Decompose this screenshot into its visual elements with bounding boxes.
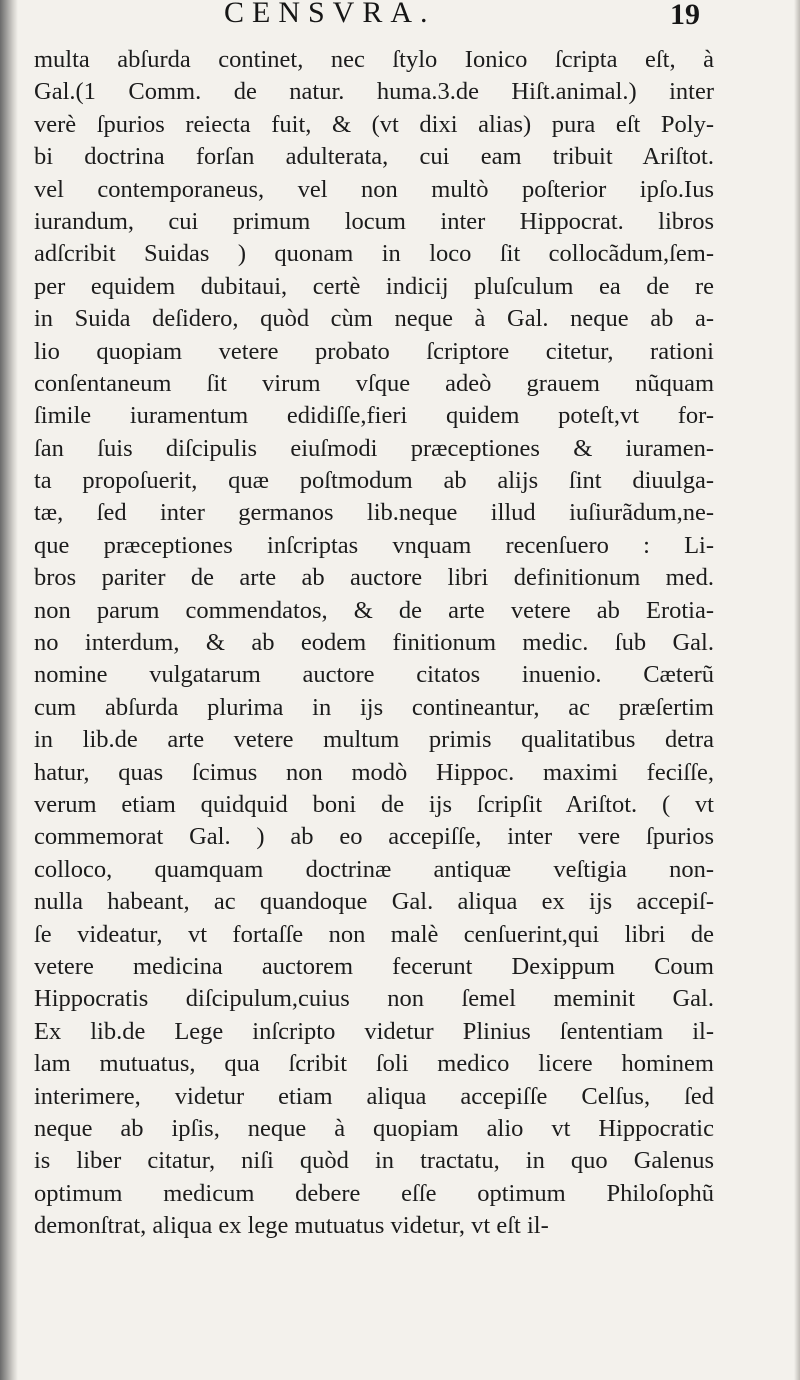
page-number: 19 [670, 0, 700, 31]
text-line: per equidem dubitaui, certè indicij pluſculum ea de re [34, 272, 714, 300]
text-line: cum abſurda plurima in ijs contineantur, ac præſertim [34, 693, 714, 721]
text-line: vetere medicina auctorem fecerunt Dexippum Coum [34, 952, 714, 980]
text-line: interimere, videtur etiam aliqua accepiſſe Celſus, ſed [34, 1082, 714, 1110]
gutter-shadow [0, 0, 18, 1380]
text-line: bros pariter de arte ab auctore libri definitionum med. [34, 564, 714, 592]
text-line: iurandum, cui primum locum inter Hippocrat. libros [34, 207, 714, 235]
body-text [34, 44, 714, 1242]
text-line: optimum medicum debere eſſe optimum Philoſophũ [34, 1179, 714, 1207]
text-line: no interdum, & ab eodem finitionum medic. ſub Gal. [34, 629, 714, 657]
text-line: non parum commendatos, & de arte vetere ab Erotia- [34, 596, 714, 624]
text-line: multa abſurda continet, nec ſtylo Ionico ſcripta eſt, à [34, 46, 714, 73]
running-head [0, 0, 800, 30]
text-line: vel contemporaneus, vel non multò poſterior ipſo.Ius [34, 175, 714, 203]
text-line: ta propoſuerit, quæ poſtmodum ab alijs ſint diuulga- [34, 467, 714, 495]
text-line: ſimile iuramentum edidiſſe,fieri quidem poteſt,vt for- [34, 402, 714, 430]
text-line: colloco, quamquam doctrinæ antiquæ veſtigia non- [34, 855, 714, 883]
text-line: nomine vulgatarum auctore citatos inuenio. Cæterũ [34, 661, 714, 689]
text-line: in Suida deſidero, quòd cùm neque à Gal. neque ab a- [34, 305, 714, 333]
text-line: hatur, quas ſcimus non modò Hippoc. maximi feciſſe, [34, 758, 714, 786]
text-line: Gal.(1 Comm. de natur. huma.3.de Hiſt.animal.) inter [34, 78, 714, 106]
text-line: ſe videatur, vt fortaſſe non malè cenſuerint,qui libri de [34, 920, 714, 948]
text-line: verè ſpurios reiecta fuit, & (vt dixi alias) pura eſt Poly- [34, 110, 714, 138]
text-line: lam mutuatus, qua ſcribit ſoli medico licere hominem [34, 1050, 714, 1078]
text-line: lio quopiam vetere probato ſcriptore citetur, rationi [34, 337, 714, 365]
text-line: bi doctrina forſan adulterata, cui eam tribuit Ariſtot. [34, 143, 714, 171]
text-line: in lib.de arte vetere multum primis qualitatibus detra [34, 726, 714, 754]
text-line: que præceptiones inſcriptas vnquam recenſuero : Li- [34, 531, 714, 559]
text-line: conſentaneum ſit virum vſque adeò grauem nũquam [34, 369, 714, 397]
text-line: is liber citatur, niſi quòd in tractatu, in quo Galenus [34, 1147, 714, 1175]
text-line: commemorat Gal. ) ab eo accepiſſe, inter vere ſpurios [34, 823, 714, 851]
text-line: Hippocratis diſcipulum,cuius non ſemel meminit Gal. [34, 985, 714, 1013]
text-line: ſan ſuis diſcipulis eiuſmodi præceptiones & iuramen- [34, 434, 714, 462]
text-line: neque ab ipſis, neque à quopiam alio vt Hippocratic [34, 1114, 714, 1142]
text-line: adſcribit Suidas ) quonam in loco ſit collocãdum,ſem- [34, 240, 714, 268]
text-line: demonſtrat, aliqua ex lege mutuatus videtur, vt eſt il- [34, 1212, 549, 1240]
text-line: Ex lib.de Lege inſcripto videtur Plinius ſententiam il- [34, 1017, 714, 1045]
text-line: tæ, ſed inter germanos lib.neque illud iuſiurãdum,ne- [34, 499, 714, 527]
text-line: nulla habeant, ac quandoque Gal. aliqua ex ijs accepiſ- [34, 888, 714, 916]
text-line: verum etiam quidquid boni de ijs ſcripſit Ariſtot. ( vt [34, 790, 714, 818]
running-title: CENSVRA. [224, 0, 436, 29]
page-edge [794, 0, 800, 1380]
